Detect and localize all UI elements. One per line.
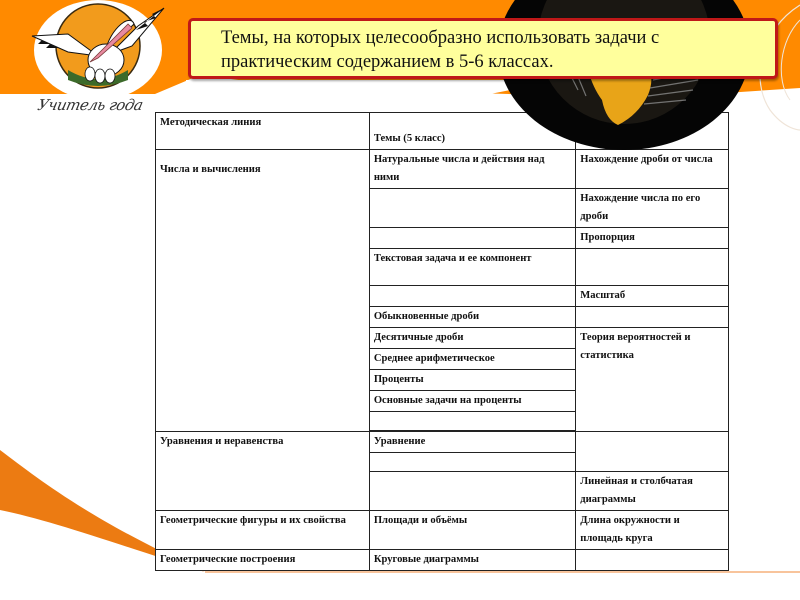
table-row — [156, 150, 729, 189]
cell-empty — [576, 249, 729, 286]
cell-number-by-fraction: Нахождение числа по его дроби — [576, 189, 729, 228]
logo-caption: Учитель года — [36, 96, 145, 114]
cell-text-task: Текстовая задача и ее компонент — [369, 249, 575, 286]
cell-empty — [369, 472, 575, 511]
cell-common-fractions: Обыкновенные дроби — [369, 307, 575, 328]
cell-empty — [369, 453, 575, 472]
header-cell-line: Методическая линия — [156, 113, 370, 150]
cell-percent: Проценты — [369, 370, 575, 391]
section-equations: Уравнения и неравенства — [156, 432, 370, 511]
pelican-logo-icon — [28, 0, 168, 94]
cell-areas: Площади и объёмы — [369, 511, 575, 550]
cell-equation: Уравнение — [369, 432, 575, 453]
slide-title — [188, 18, 778, 79]
cell-empty — [369, 286, 575, 307]
header-cell-grade5: Темы (5 класс) — [369, 113, 575, 150]
cell-scale: Масштаб — [576, 286, 729, 307]
cell-decimals: Десятичные дроби — [369, 328, 575, 349]
cell-percent-tasks: Основные задачи на проценты — [369, 391, 575, 412]
cell-empty — [369, 189, 575, 228]
title-line-2: практическим содержанием в 5-6 классах. — [221, 52, 554, 72]
section-numbers-label: Числа и вычисления — [160, 164, 261, 175]
section-figures: Геометрические фигуры и их свойства — [156, 511, 370, 550]
cell-proportion: Пропорция — [576, 228, 729, 249]
cell-line-bar-charts: Линейная и столбчатая диаграммы — [576, 472, 729, 511]
cell-circle: Длина окружности и площадь круга — [576, 511, 729, 550]
cell-empty — [576, 307, 729, 328]
cell-empty — [369, 412, 575, 431]
cell-empty — [576, 550, 729, 571]
title-line-1: Темы, на которых целесообразно использовать задачи с — [221, 28, 660, 48]
table-row — [156, 432, 729, 453]
cell-pie-charts: Круговые диаграммы — [369, 550, 575, 571]
table-row — [156, 550, 729, 571]
cell-probability: Теория вероятностей и статистика — [576, 328, 729, 432]
cell-fraction-of-number: Нахождение дроби от числа — [576, 150, 729, 189]
section-constructions: Геометрические построения — [156, 550, 370, 571]
cell-natural: Натуральные числа и действия над ними — [369, 150, 575, 189]
section-numbers — [156, 150, 370, 432]
cell-mean: Среднее арифметическое — [369, 349, 575, 370]
topics-table — [155, 112, 729, 571]
table-row — [156, 511, 729, 550]
cell-empty — [576, 432, 729, 472]
cell-empty — [369, 228, 575, 249]
